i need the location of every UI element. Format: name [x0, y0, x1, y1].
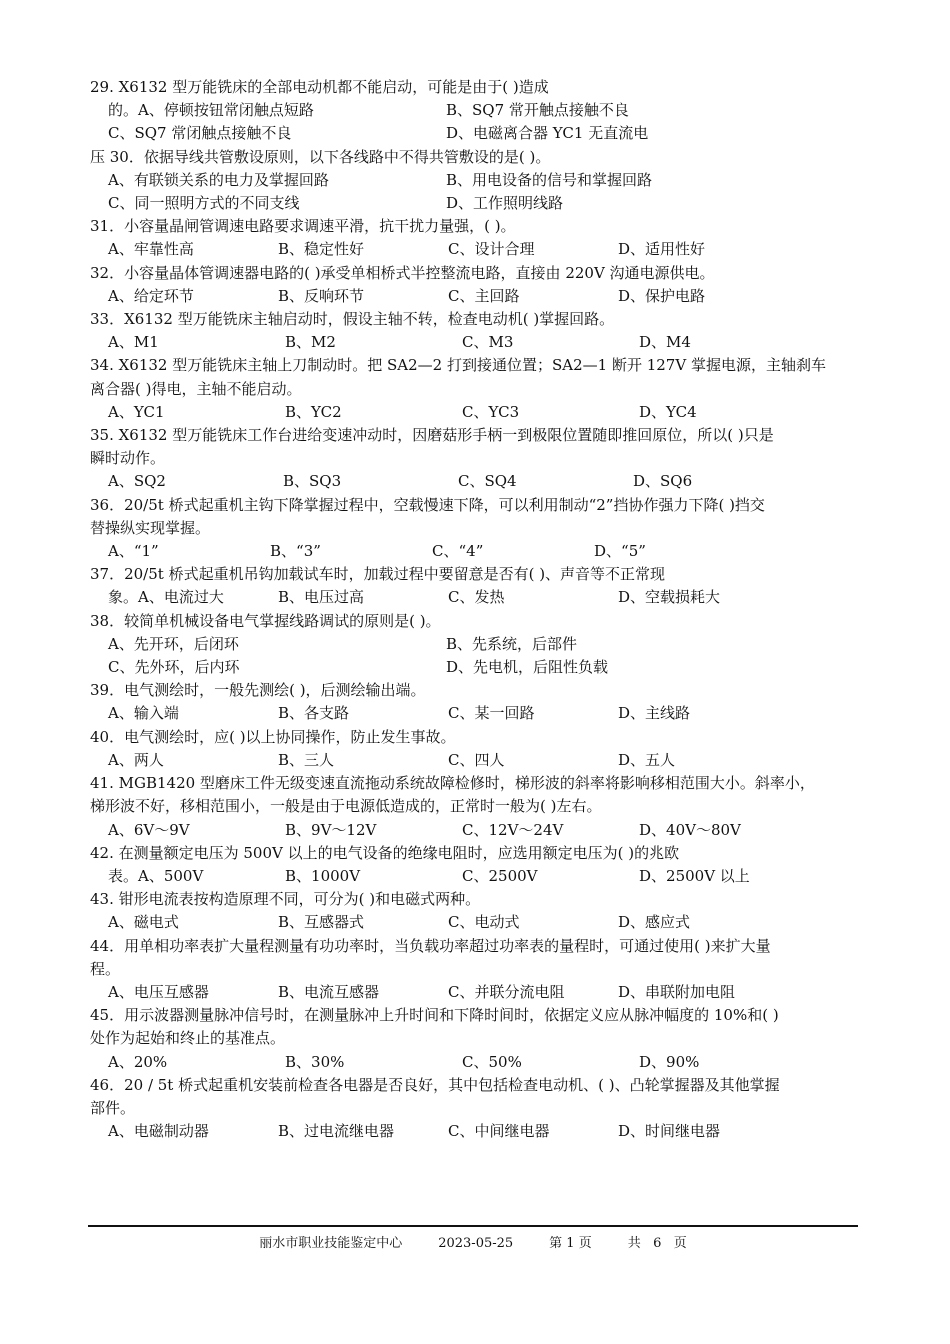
answer-option: C、并联分流电阻: [448, 982, 565, 1001]
question-line: 32．小容量晶体管调速器电路的( )承受单相桥式半控整流电路，直接由 220V 沟通电源供电。: [90, 263, 715, 282]
answer-option: C、SQ7 常闭触点接触不良: [108, 124, 292, 143]
answer-option: C、2500V: [462, 866, 538, 885]
answer-option: C、12V～24V: [462, 820, 564, 839]
answer-option: D、电磁离合器 YC1 无直流电: [446, 124, 649, 143]
option-row: [90, 540, 880, 563]
question-line: 35. X6132 型万能铣床工作台进给变速冲动时，因磨菇形手柄一到极限位置随即推回原位，所以( )只是: [90, 426, 774, 445]
answer-option: B、“3”: [270, 542, 321, 561]
option-row: [90, 819, 880, 842]
answer-option: C、某一回路: [448, 704, 535, 723]
question-line: 45．用示波器测量脉冲信号时，在测量脉冲上升时间和下降时间时，依据定义应从脉冲幅度的 10%和( ): [90, 1006, 779, 1025]
answer-option: B、互感器式: [278, 913, 365, 932]
question-line: 离合器( )得电，主轴不能启动。: [90, 379, 302, 398]
answer-option: A、给定环节: [108, 286, 194, 305]
answer-option: A、6V～9V: [108, 820, 190, 839]
answer-option: C、“4”: [432, 542, 484, 561]
footer-date: 2023-05-25: [438, 1236, 514, 1251]
option-row: [90, 99, 880, 122]
answer-option: D、感应式: [618, 913, 691, 932]
question-line: 压 30．依据导线共管敷设原则，以下各线路中不得共管敷设的是( )。: [90, 147, 551, 166]
question-line: 处作为起始和终止的基准点。: [90, 1029, 286, 1048]
answer-option: C、主回路: [448, 286, 520, 305]
answer-option: D、五人: [618, 750, 676, 769]
answer-option: B、用电设备的信号和掌握回路: [446, 170, 653, 189]
option-row: [90, 656, 880, 679]
option-row: [90, 238, 880, 261]
answer-option: A、M1: [108, 333, 159, 352]
answer-option: 的。A、停顿按钮常闭触点短路: [108, 101, 314, 120]
answer-option: C、设计合理: [448, 240, 535, 259]
answer-option: A、“1”: [108, 542, 159, 561]
answer-option: 表。A、500V: [108, 866, 204, 885]
answer-option: B、电压过高: [278, 588, 365, 607]
option-row: [90, 285, 880, 308]
answer-option: D、90%: [639, 1052, 700, 1071]
answer-option: C、50%: [462, 1052, 522, 1071]
answer-option: 象。A、电流过大: [108, 588, 224, 607]
answer-option: D、空载损耗大: [618, 588, 721, 607]
footer-org: 丽水市职业技能鉴定中心: [259, 1236, 403, 1251]
option-row: [90, 470, 880, 493]
answer-option: D、2500V 以上: [639, 866, 750, 885]
option-row: [90, 911, 880, 934]
answer-option: D、主线路: [618, 704, 691, 723]
answer-option: A、输入端: [108, 704, 179, 723]
option-row: [90, 331, 880, 354]
answer-option: B、YC2: [285, 402, 342, 421]
answer-option: A、电磁制动器: [108, 1122, 209, 1141]
option-row: [90, 749, 880, 772]
question-line: 37．20/5t 桥式起重机吊钩加载试车时，加载过程中要留意是否有( )、声音等不正常现: [90, 565, 666, 584]
answer-option: A、电压互感器: [108, 982, 209, 1001]
option-row: [90, 586, 880, 609]
question-line: 29. X6132 型万能铣床的全部电动机都不能启动，可能是由于( )造成: [90, 78, 549, 96]
question-line: 31．小容量晶闸管调速电路要求调速平滑，抗干扰力量强，( )。: [90, 217, 516, 236]
option-row: [90, 169, 880, 192]
answer-option: B、30%: [285, 1052, 345, 1071]
answer-option: D、SQ6: [633, 472, 693, 491]
answer-option: B、9V～12V: [285, 820, 377, 839]
answer-option: A、SQ2: [108, 472, 166, 491]
question-line: 梯形波不好，移相范围小，一般是由于电源低造成的，正常时一般为( )左右。: [90, 797, 602, 816]
answer-option: B、三人: [278, 750, 335, 769]
answer-option: B、SQ7 常开触点接触不良: [446, 101, 629, 120]
option-row: [90, 633, 880, 656]
answer-option: A、先开环，后闭环: [108, 634, 239, 653]
answer-option: B、先系统，后部件: [446, 634, 578, 653]
answer-option: D、先电机，后阻性负载: [446, 658, 609, 677]
answer-option: D、保护电路: [618, 286, 706, 305]
answer-option: D、串联附加电阻: [618, 982, 736, 1001]
option-row: [90, 981, 880, 1004]
footer-rule: [88, 1225, 858, 1227]
answer-option: D、“5”: [594, 542, 646, 561]
answer-option: B、过电流继电器: [278, 1122, 395, 1141]
option-row: [90, 192, 880, 215]
answer-option: C、先外环，后内环: [108, 658, 240, 677]
answer-option: A、20%: [108, 1052, 168, 1071]
answer-option: C、M3: [462, 333, 514, 352]
question-line: 瞬时动作。: [90, 449, 166, 468]
option-row: [90, 1051, 880, 1074]
answer-option: D、工作照明线路: [446, 194, 564, 213]
answer-option: A、磁电式: [108, 913, 179, 932]
answer-option: D、40V～80V: [639, 820, 741, 839]
option-row: [90, 401, 880, 424]
option-row: [90, 865, 880, 888]
answer-option: C、YC3: [462, 402, 520, 421]
answer-option: A、YC1: [108, 402, 165, 421]
question-line: 43. 钳形电流表按构造原理不同，可分为( )和电磁式两种。: [90, 890, 481, 909]
answer-option: A、牢靠性高: [108, 240, 194, 259]
option-row: [90, 1120, 880, 1143]
answer-option: B、SQ3: [283, 472, 342, 491]
question-line: 34. X6132 型万能铣床主轴上刀制动时。把 SA2—2 打到接通位置；SA2—1 断开 127V 掌握电源，主轴刹车: [90, 356, 826, 375]
question-line: 40．电气测绘时，应( )以上协同操作，防止发生事故。: [90, 727, 456, 746]
option-row: [90, 122, 880, 145]
answer-option: B、M2: [285, 333, 336, 352]
option-row: [90, 702, 880, 725]
page-footer: [88, 1232, 858, 1251]
answer-option: D、M4: [639, 333, 691, 352]
answer-option: A、有联锁关系的电力及掌握回路: [108, 170, 329, 189]
answer-option: B、各支路: [278, 704, 350, 723]
answer-option: A、两人: [108, 750, 164, 769]
question-line: 33．X6132 型万能铣床主轴启动时，假设主轴不转，检查电动机( )掌握回路。: [90, 310, 615, 329]
footer-page: 第 1 页: [549, 1236, 592, 1251]
answer-option: D、时间继电器: [618, 1122, 721, 1141]
answer-option: D、适用性好: [618, 240, 706, 259]
answer-option: B、1000V: [285, 866, 361, 885]
answer-option: C、中间继电器: [448, 1122, 550, 1141]
answer-option: B、稳定性好: [278, 240, 365, 259]
question-line: 41. MGB1420 型磨床工件无级变速直流拖动系统故障检修时，梯形波的斜率将影响移相范围大小。斜率小，: [90, 774, 815, 793]
footer-total: 共 6 页: [627, 1236, 687, 1251]
answer-option: C、发热: [448, 588, 505, 607]
question-line: 38．较简单机械设备电气掌握线路调试的原则是( )。: [90, 611, 441, 630]
answer-option: C、四人: [448, 750, 505, 769]
exam-questions: [90, 76, 880, 1143]
question-line: 替操纵实现掌握。: [90, 518, 211, 537]
question-line: 42. 在测量额定电压为 500V 以上的电气设备的绝缘电阻时，应选用额定电压为( )的兆欧: [90, 843, 680, 862]
answer-option: D、YC4: [639, 402, 697, 421]
question-line: 程。: [90, 959, 121, 978]
answer-option: C、SQ4: [458, 472, 517, 491]
question-line: 46．20 / 5t 桥式起重机安装前检查各电器是否良好，其中包括检查电动机、( )、凸轮掌握器及其他掌握: [90, 1075, 780, 1094]
question-line: 36．20/5t 桥式起重机主钩下降掌握过程中，空载慢速下降，可以利用制动“2”挡协作强力下降( )挡交: [90, 495, 765, 514]
question-line: 39．电气测绘时，一般先测绘( )，后测绘输出端。: [90, 681, 426, 700]
question-line: 44．用单相功率表扩大量程测量有功功率时，当负载功率超过功率表的量程时，可通过使用( )来扩大量: [90, 936, 771, 955]
answer-option: B、电流互感器: [278, 982, 380, 1001]
answer-option: B、反响环节: [278, 286, 365, 305]
question-line: 部件。: [90, 1098, 136, 1117]
answer-option: C、电动式: [448, 913, 520, 932]
answer-option: C、同一照明方式的不同支线: [108, 194, 300, 213]
